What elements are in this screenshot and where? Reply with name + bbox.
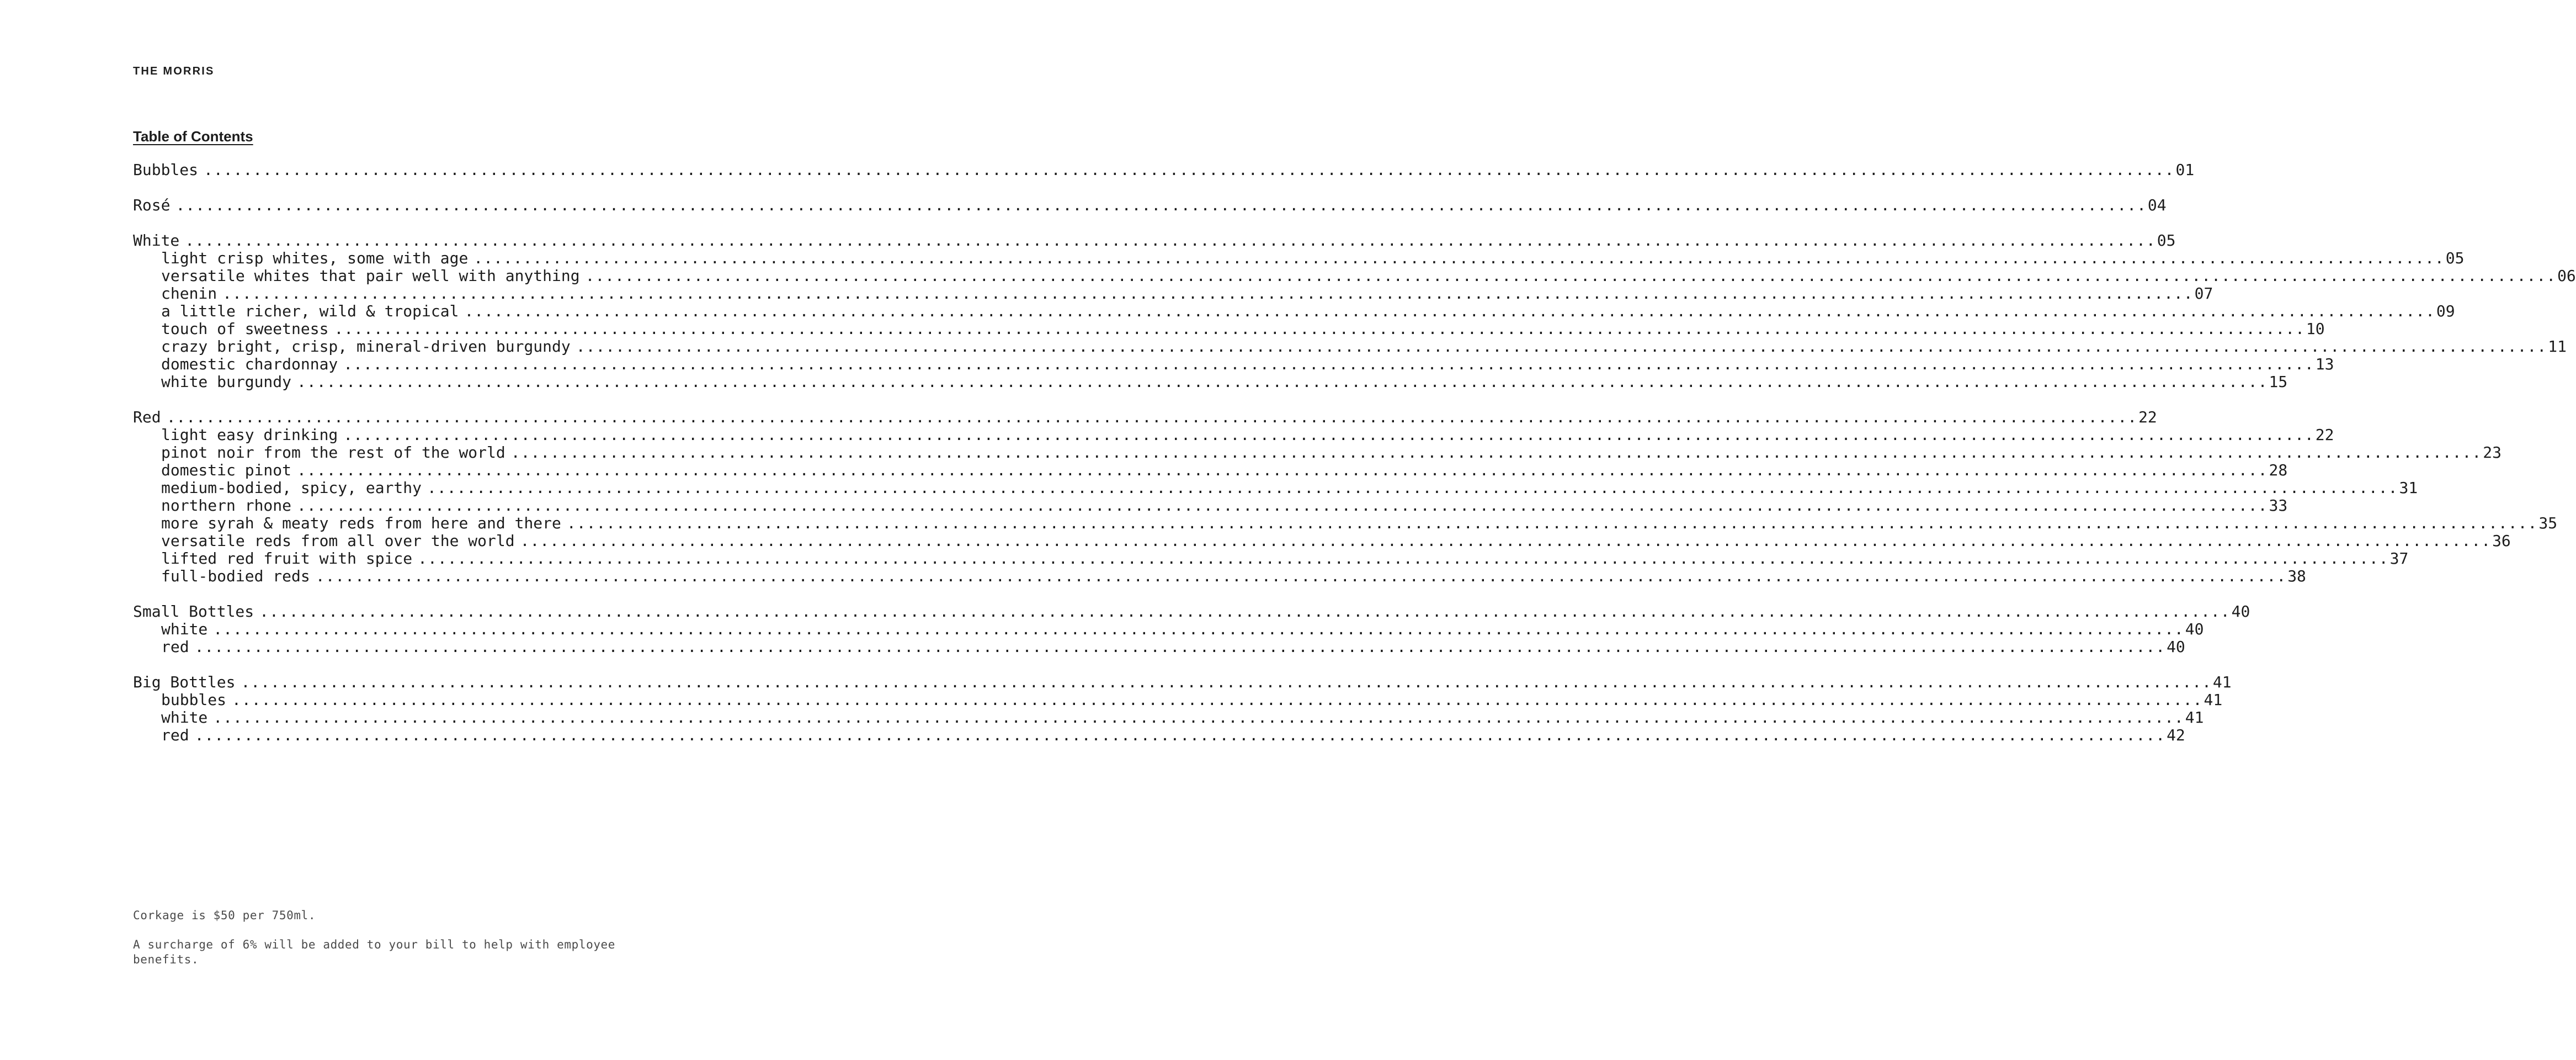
toc-subsection-entry[interactable] [133, 691, 2223, 709]
dot-leader: ........................................................................................................................................................................................................ [343, 355, 2314, 373]
page-number: 40 [2231, 602, 2250, 621]
dot-leader: ........................................................................................................................................................................................................ [213, 620, 2184, 638]
toc-section-label: Bubbles [133, 161, 199, 179]
toc-subsection-entry[interactable] [133, 267, 2576, 285]
footer-notes [133, 908, 663, 982]
dot-leader: ........................................................................................................................................................................................................ [297, 496, 2268, 515]
page-number: 09 [2436, 302, 2455, 320]
toc-subsection-label: lifted red fruit with spice [161, 549, 413, 568]
page-number: 33 [2269, 496, 2288, 515]
dot-leader: ........................................................................................................................................................................................................ [418, 549, 2389, 568]
toc-subsection-entry[interactable] [133, 514, 2558, 532]
dot-leader: ........................................................................................................................................................................................................ [334, 320, 2305, 338]
dot-leader: ........................................................................................................................................................................................................ [473, 249, 2445, 267]
toc-section-label: White [133, 231, 180, 250]
toc-subsection-label: domestic chardonnay [161, 355, 338, 373]
page-number: 36 [2492, 532, 2511, 550]
page-number: 13 [2315, 355, 2334, 373]
toc-subsection-entry[interactable] [133, 620, 2204, 638]
toc-section-entry[interactable] [133, 602, 2250, 621]
toc-subsection-entry[interactable] [133, 479, 2418, 497]
toc-subsection-entry[interactable] [133, 443, 2502, 462]
toc-subsection-label: white [161, 620, 208, 638]
dot-leader: ........................................................................................................................................................................................................ [213, 708, 2184, 727]
page-number: 05 [2445, 249, 2465, 267]
page-number: 22 [2315, 426, 2334, 444]
toc-section [133, 602, 2250, 656]
brand-name: THE MORRIS [133, 65, 215, 77]
page-number: 11 [2548, 337, 2567, 356]
toc-subsection-entry[interactable] [133, 708, 2204, 727]
toc-subsection-label: a little richer, wild & tropical [161, 302, 459, 320]
toc-subsection-entry[interactable] [133, 496, 2288, 515]
toc-section [133, 673, 2232, 744]
toc-subsection-entry[interactable] [133, 549, 2409, 568]
toc-subsection-entry[interactable] [133, 249, 2465, 267]
toc-subsection-label: chenin [161, 284, 217, 303]
dot-leader: ........................................................................................................................................................................................................ [241, 673, 2212, 691]
toc-subsection-label: light crisp whites, some with age [161, 249, 469, 267]
page-number: 42 [2167, 726, 2185, 744]
dot-leader: ........................................................................................................................................................................................................ [175, 196, 2147, 214]
page-number: 15 [2269, 373, 2288, 391]
toc-subsection-entry[interactable] [133, 320, 2325, 338]
toc-section-entry[interactable] [133, 196, 2167, 214]
toc-section-entry[interactable] [133, 673, 2232, 691]
page-number: 37 [2389, 549, 2409, 568]
toc-subsection-entry[interactable] [133, 567, 2306, 585]
toc-subsection-label: pinot noir from the rest of the world [161, 443, 505, 462]
dot-leader: ........................................................................................................................................................................................................ [576, 337, 2547, 356]
dot-leader: ........................................................................................................................................................................................................ [297, 461, 2268, 479]
dot-leader: ........................................................................................................................................................................................................ [343, 426, 2314, 444]
page-number: 22 [2138, 408, 2157, 426]
toc-subsection-entry[interactable] [133, 726, 2185, 744]
page-number: 41 [2185, 708, 2204, 727]
dot-leader: ........................................................................................................................................................................................................ [315, 567, 2287, 585]
toc-section-entry[interactable] [133, 161, 2195, 179]
dot-leader: ........................................................................................................................................................................................................ [510, 443, 2482, 462]
toc-subsection-label: versatile reds from all over the world [161, 532, 515, 550]
toc-subsection-label: crazy bright, crisp, mineral-driven burgundy [161, 337, 571, 356]
dot-leader: ........................................................................................................................................................................................................ [185, 231, 2156, 250]
corkage-note: Corkage is $50 per 750ml. [133, 909, 316, 922]
toc-subsection-entry[interactable] [133, 426, 2334, 444]
dot-leader: ........................................................................................................................................................................................................ [297, 373, 2268, 391]
toc-subsection-label: white burgundy [161, 373, 292, 391]
dot-leader: ........................................................................................................................................................................................................ [194, 638, 2166, 656]
toc-subsection-entry[interactable] [133, 373, 2288, 391]
toc-subsection-label: full-bodied reds [161, 567, 310, 585]
page-number: 41 [2212, 673, 2232, 691]
toc-subsection-label: domestic pinot [161, 461, 292, 479]
page-number: 40 [2167, 638, 2185, 656]
dot-leader: ........................................................................................................................................................................................................ [204, 161, 2175, 179]
toc-subsection-label: red [161, 638, 189, 656]
toc-subsection-label: versatile whites that pair well with anything [161, 267, 580, 285]
toc-section [133, 408, 2558, 585]
page-number: 04 [2147, 196, 2167, 214]
page-number: 38 [2287, 567, 2306, 585]
toc-section-label: Small Bottles [133, 602, 254, 621]
dot-leader: ........................................................................................................................................................................................................ [585, 267, 2557, 285]
toc-heading: Table of Contents [133, 128, 253, 145]
page-number: 28 [2269, 461, 2288, 479]
toc-subsection-entry[interactable] [133, 302, 2455, 320]
page-number: 05 [2157, 231, 2176, 250]
toc-subsection-label: white [161, 708, 208, 727]
toc-subsection-label: touch of sweetness [161, 320, 329, 338]
dot-leader: ........................................................................................................................................................................................................ [566, 514, 2538, 532]
toc-section-label: Red [133, 408, 161, 426]
page-number: 01 [2175, 161, 2195, 179]
toc-subsection-label: northern rhone [161, 496, 292, 515]
page-number: 35 [2538, 514, 2558, 532]
toc-subsection-entry[interactable] [133, 284, 2213, 303]
page-number: 23 [2483, 443, 2502, 462]
table-of-contents [133, 161, 2576, 762]
dot-leader: ........................................................................................................................................................................................................ [520, 532, 2492, 550]
toc-subsection-entry[interactable] [133, 461, 2288, 479]
surcharge-note: A surcharge of 6% will be added to your bill to help with employee benefits. [133, 938, 616, 966]
dot-leader: ........................................................................................................................................................................................................ [222, 284, 2194, 303]
dot-leader: ........................................................................................................................................................................................................ [166, 408, 2138, 426]
toc-section [133, 196, 2167, 214]
page-number: 40 [2185, 620, 2204, 638]
toc-subsection-entry[interactable] [133, 532, 2511, 550]
page-number: 31 [2399, 479, 2418, 497]
page-number: 07 [2194, 284, 2213, 303]
toc-subsection-entry[interactable] [133, 355, 2334, 373]
page-number: 41 [2204, 691, 2223, 709]
toc-subsection-entry[interactable] [133, 638, 2185, 656]
toc-section [133, 161, 2195, 179]
dot-leader: ........................................................................................................................................................................................................ [194, 726, 2166, 744]
page-number: 06 [2557, 267, 2576, 285]
toc-subsection-label: more syrah & meaty reds from here and there [161, 514, 561, 532]
dot-leader: ........................................................................................................................................................................................................ [427, 479, 2398, 497]
toc-section [133, 231, 2576, 391]
dot-leader: ........................................................................................................................................................................................................ [232, 691, 2203, 709]
toc-section-label: Big Bottles [133, 673, 236, 691]
toc-subsection-label: medium-bodied, spicy, earthy [161, 479, 422, 497]
toc-subsection-entry[interactable] [133, 337, 2567, 356]
toc-section-entry[interactable] [133, 408, 2157, 426]
dot-leader: ........................................................................................................................................................................................................ [464, 302, 2435, 320]
dot-leader: ........................................................................................................................................................................................................ [259, 602, 2231, 621]
toc-section-label: Rosé [133, 196, 171, 214]
toc-section-entry[interactable] [133, 231, 2176, 250]
toc-subsection-label: bubbles [161, 691, 227, 709]
toc-subsection-label: red [161, 726, 189, 744]
toc-subsection-label: light easy drinking [161, 426, 338, 444]
page-number: 10 [2306, 320, 2325, 338]
